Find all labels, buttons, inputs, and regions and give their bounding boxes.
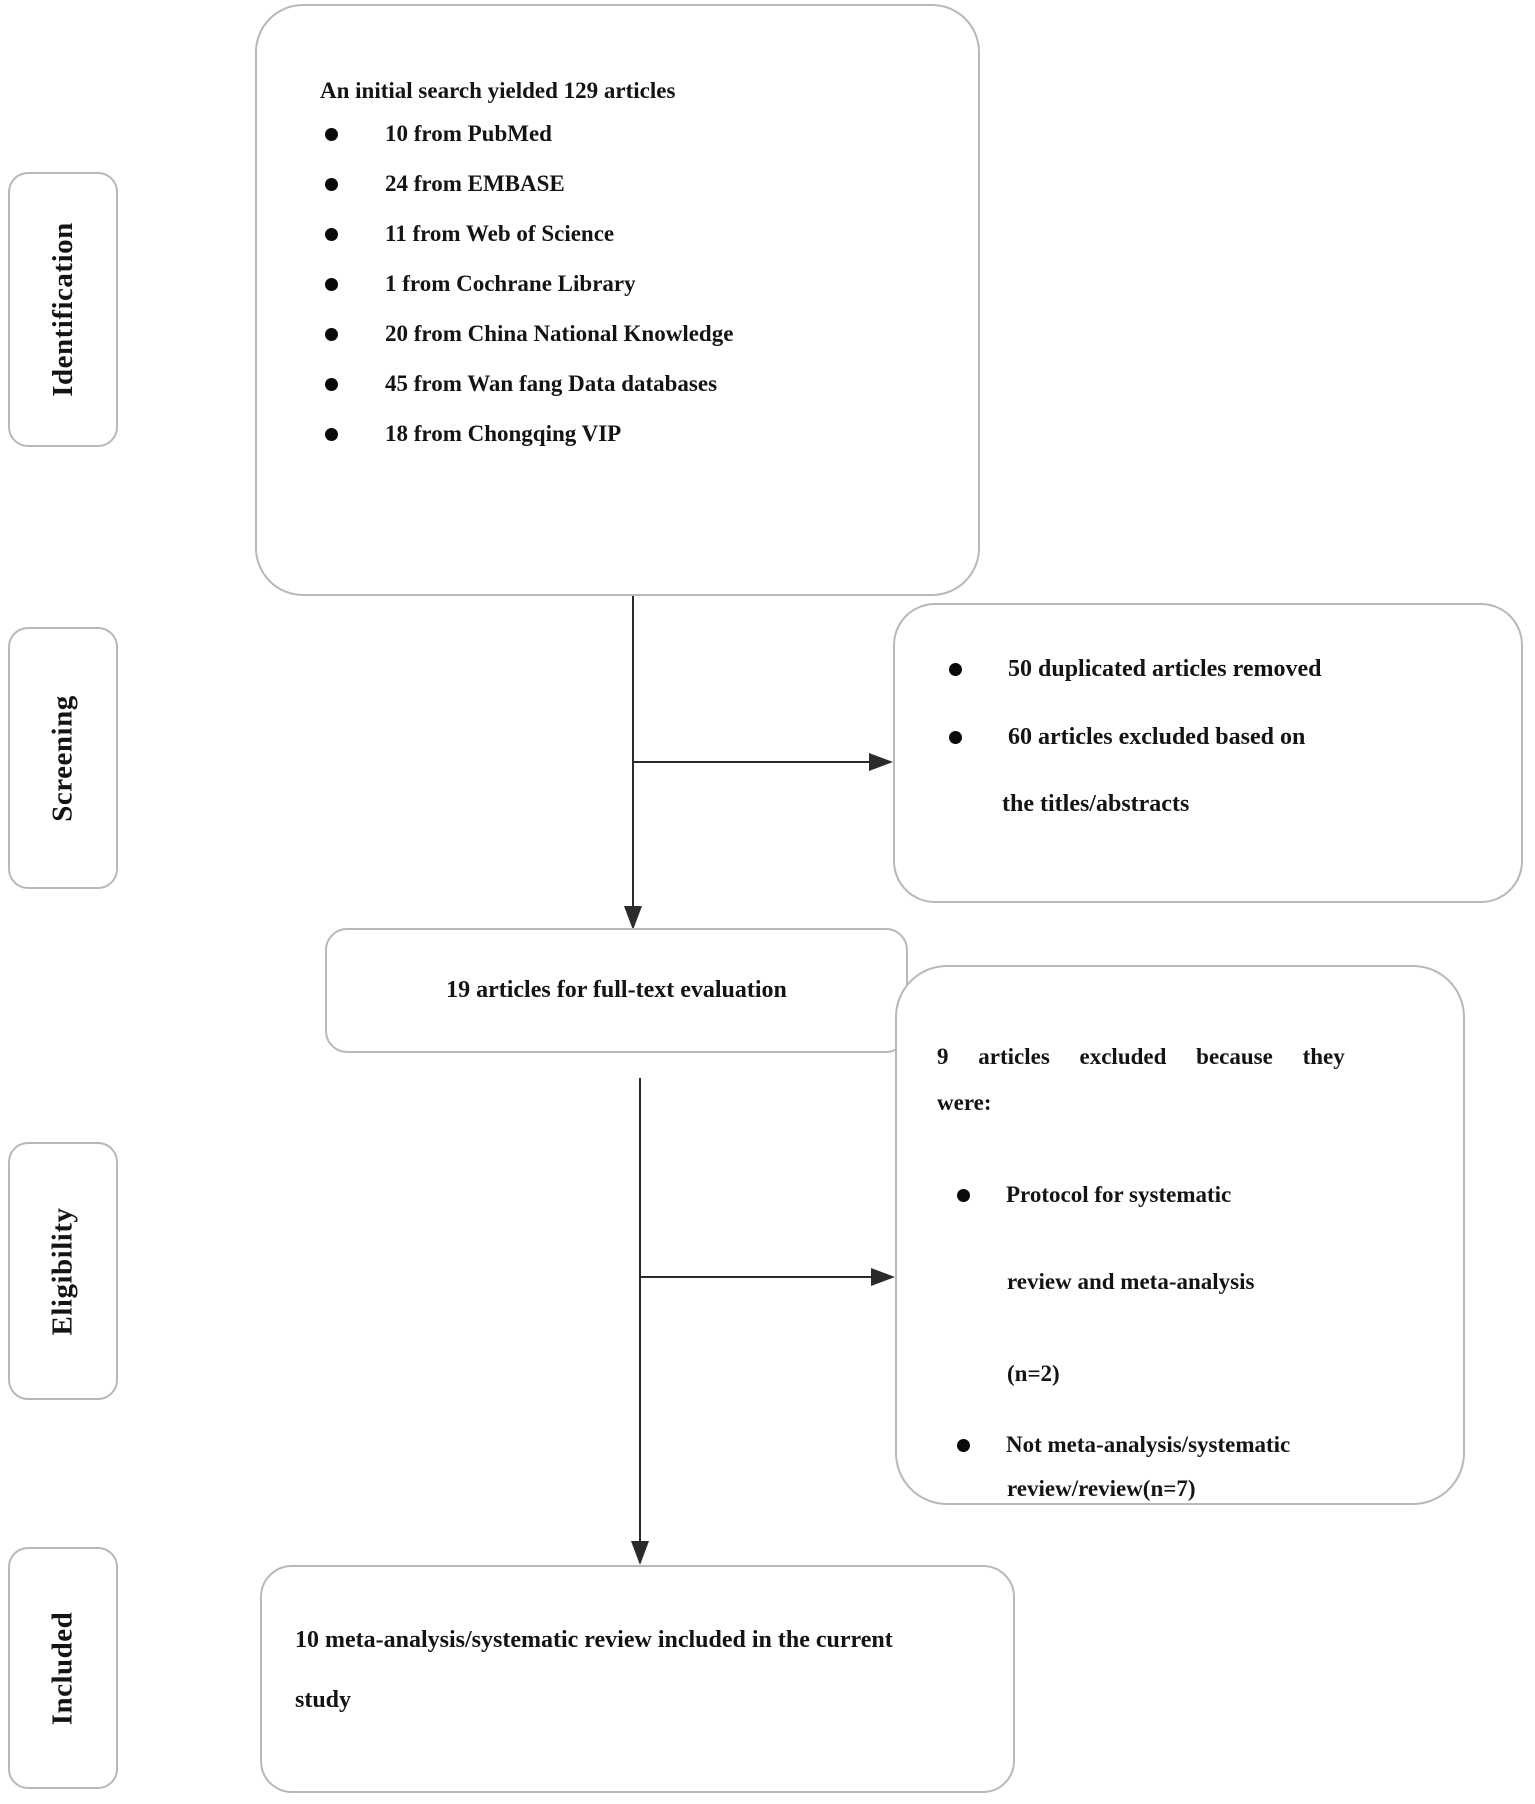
bullet-icon bbox=[325, 328, 338, 341]
list-item: Protocol for systematic bbox=[957, 1179, 1231, 1211]
list-item-continuation: (n=2) bbox=[1007, 1361, 1060, 1386]
list-item: 45 from Wan fang Data databases bbox=[257, 359, 978, 409]
included-result-box bbox=[260, 1565, 1015, 1793]
initial-search-source-list bbox=[257, 109, 978, 459]
bullet-icon bbox=[957, 1439, 970, 1452]
bullet-icon bbox=[325, 378, 338, 391]
list-item: 60 articles excluded based on bbox=[949, 722, 1305, 752]
list-item: 10 from PubMed bbox=[257, 109, 978, 159]
arrow-fulltext-to-included bbox=[631, 1078, 649, 1565]
bullet-icon bbox=[325, 178, 338, 191]
bullet-icon bbox=[949, 731, 962, 744]
bullet-icon bbox=[325, 278, 338, 291]
list-item: 11 from Web of Science bbox=[257, 209, 978, 259]
list-item: 20 from China National Knowledge bbox=[257, 309, 978, 359]
included-result-line: study bbox=[295, 1687, 352, 1713]
stage-label-included-text: Included bbox=[46, 1611, 79, 1725]
bullet-icon bbox=[325, 228, 338, 241]
stage-label-screening-text: Screening bbox=[46, 694, 79, 822]
screening-exclusion-box bbox=[893, 603, 1523, 903]
list-item-continuation: the titles/abstracts bbox=[1002, 791, 1190, 817]
stage-label-eligibility bbox=[8, 1142, 118, 1400]
stage-label-screening bbox=[8, 627, 118, 889]
eligibility-exclusion-box bbox=[895, 965, 1465, 1505]
stage-label-eligibility-text: Eligibility bbox=[46, 1207, 79, 1335]
list-item: 24 from EMBASE bbox=[257, 159, 978, 209]
bullet-icon bbox=[957, 1189, 970, 1202]
list-item: 50 duplicated articles removed bbox=[949, 654, 1322, 684]
bullet-icon bbox=[325, 128, 338, 141]
list-item: Not meta-analysis/systematic bbox=[957, 1429, 1290, 1461]
arrow-to-screening-exclusion bbox=[633, 753, 893, 771]
list-item: 1 from Cochrane Library bbox=[257, 259, 978, 309]
exclusion-intro-line: 9 articles excluded because they bbox=[937, 1044, 1345, 1069]
arrow-initial-to-fulltext bbox=[624, 596, 642, 930]
list-item: 18 from Chongqing VIP bbox=[257, 409, 978, 459]
exclusion-intro-line: were: bbox=[937, 1090, 992, 1115]
initial-search-title: An initial search yielded 129 articles bbox=[320, 78, 676, 103]
bullet-icon bbox=[949, 663, 962, 676]
bullet-icon bbox=[325, 428, 338, 441]
stage-label-identification bbox=[8, 172, 118, 447]
stage-label-included bbox=[8, 1547, 118, 1789]
list-item-continuation: review/review(n=7) bbox=[1007, 1476, 1196, 1501]
list-item-continuation: review and meta-analysis bbox=[1007, 1269, 1255, 1294]
full-text-evaluation-label: 19 articles for full-text evaluation bbox=[446, 977, 787, 1003]
included-result-line: 10 meta-analysis/systematic review included in the current bbox=[295, 1627, 893, 1653]
arrow-to-eligibility-exclusion bbox=[640, 1268, 895, 1286]
initial-search-box bbox=[255, 4, 980, 596]
stage-label-identification-text: Identification bbox=[46, 222, 79, 397]
full-text-evaluation-box bbox=[325, 928, 908, 1053]
